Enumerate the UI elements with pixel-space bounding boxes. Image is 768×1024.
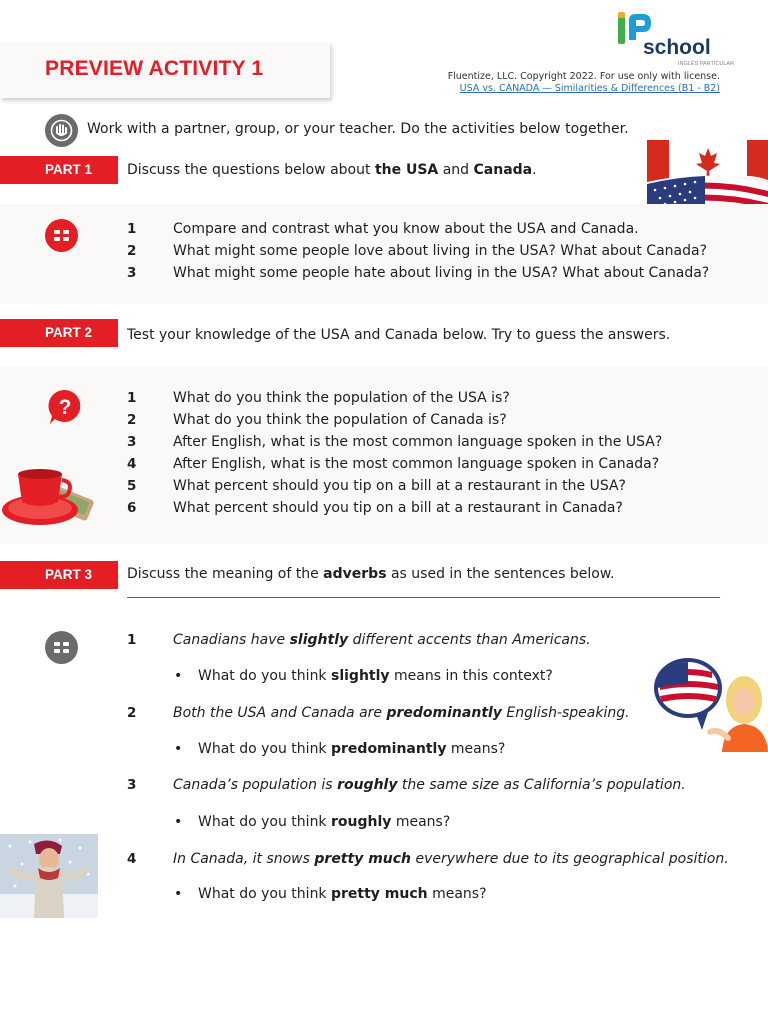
svg-text:school: school [643,36,711,59]
red-coffee-cup-image [0,462,95,532]
svg-text:INGLÊS PARTICULAR: INGLÊS PARTICULAR [678,61,735,67]
part2-q4-num: 4 [127,456,137,472]
part2-q1-num: 1 [127,390,137,406]
part3-label: PART 3 [0,561,118,589]
part3-item2-question: • What do you think predominantly means? [174,741,506,757]
part2-q3-text: After English, what is the most common language spoken in the USA? [173,434,663,450]
question-mark-icon [46,388,84,426]
part2-q6-num: 6 [127,500,137,516]
part2-q2-text: What do you think the population of Canada is? [173,412,507,428]
part3-item4-sentence: In Canada, it snows pretty much everywhere due to its geographical position. [173,851,729,867]
part2-q2-num: 2 [127,412,137,428]
part1-q3-num: 3 [127,265,137,281]
part1-q1-text: Compare and contrast what you know about the USA and Canada. [173,221,639,237]
part3-item1-sentence: Canadians have slightly different accents than Americans. [173,632,591,648]
woman-with-usa-flag-bubble-image [652,654,768,752]
svg-text:?: ? [58,396,72,419]
part3-item3-question: • What do you think roughly means? [174,814,451,830]
part1-q2-num: 2 [127,243,137,259]
part3-item2-num: 2 [127,705,137,721]
part2-q6-text: What percent should you tip on a bill at a restaurant in Canada? [173,500,623,516]
part3-instructions: Discuss the meaning of the adverbs as used in the sentences below. [127,566,615,582]
part3-item2-sentence: Both the USA and Canada are predominantly English-speaking. [173,705,630,721]
hand-icon [45,114,78,147]
part3-item3-num: 3 [127,777,137,793]
page-title: PREVIEW ACTIVITY 1 [45,57,264,80]
part2-instructions: Test your knowledge of the USA and Canada below. Try to guess the answers. [127,327,671,343]
copyright-text: Fluentize, LLC. Copyright 2022. For use only with license. [447,71,720,82]
woman-in-snow-image [0,834,98,918]
ip-school-logo [616,10,735,70]
part3-item3-sentence: Canada’s population is roughly the same size as California’s population. [173,777,686,793]
part1-q3-text: What might some people hate about living in the USA? What about Canada? [173,265,710,281]
part2-q4-text: After English, what is the most common language spoken in Canada? [173,456,660,472]
part3-item1-question: • What do you think slightly means in this context? [174,668,553,684]
part3-item1-num: 1 [127,632,137,648]
part1-instructions: Discuss the questions below about the USA and Canada. [127,162,537,178]
part2-q5-text: What percent should you tip on a bill at a restaurant in the USA? [173,478,626,494]
part2-q1-text: What do you think the population of the USA is? [173,390,510,406]
part3-divider [127,597,720,598]
part1-q1-num: 1 [127,221,137,237]
part3-item4-num: 4 [127,851,137,867]
part1-label: PART 1 [0,156,118,184]
part2-q5-num: 5 [127,478,137,494]
part2-q3-num: 3 [127,434,137,450]
part1-q2-text: What might some people love about living in the USA? What about Canada? [173,243,708,259]
discussion-icon-gray [45,631,78,664]
part3-item4-question: • What do you think pretty much means? [174,886,487,902]
intro-instructions: Work with a partner, group, or your teacher. Do the activities below together. [87,121,629,137]
discussion-icon [45,219,78,252]
part2-label: PART 2 [0,319,118,347]
course-link[interactable]: USA vs. CANADA — Similarities & Differences (B1 - B2) [459,83,720,94]
